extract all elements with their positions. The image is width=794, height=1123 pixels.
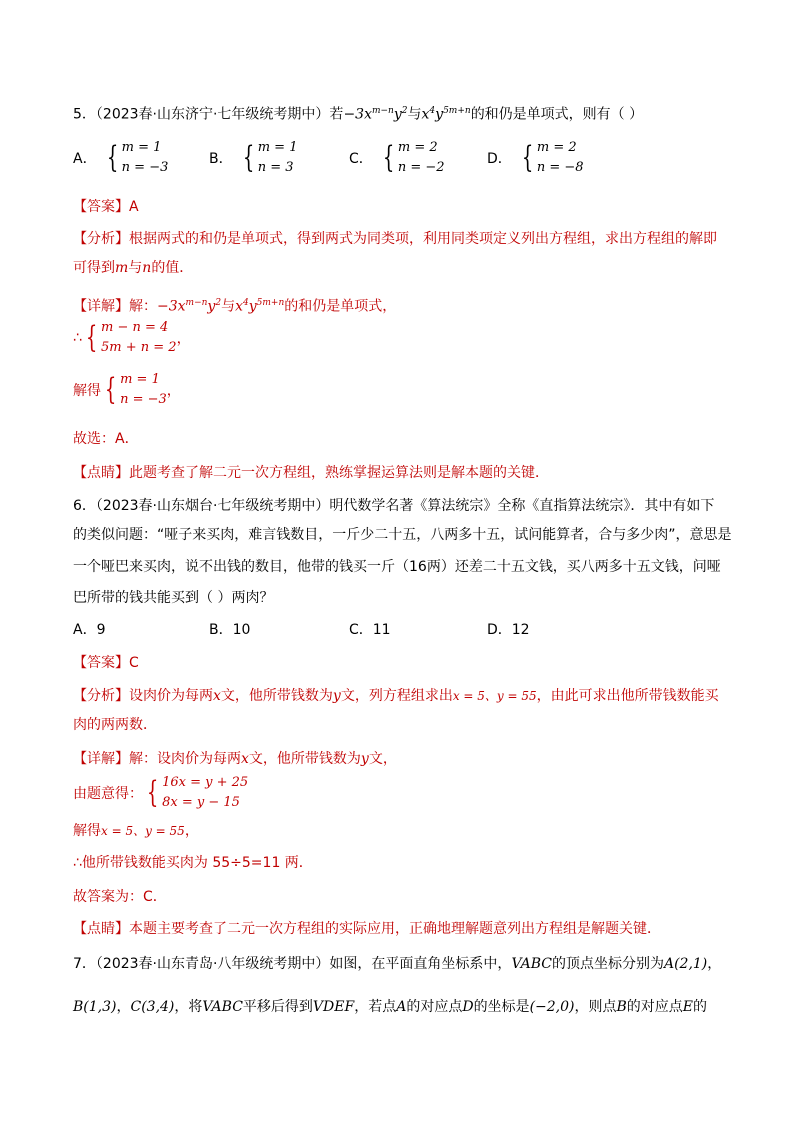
q7-stem-line2: B(1,3)，C(3,4)，将VABC平移后得到VDEF，若点A的对应点D的坐标是(−2,0)，则点B的对应点E的 — [73, 999, 708, 1015]
q6-option-b[interactable]: B．10 — [209, 622, 251, 638]
q5-analysis-line1: 【分析】根据两式的和仍是单项式，得到两式为同类项，利用同类项定义列出方程组，求出方程组的解即 — [73, 231, 717, 247]
q6-detail-line1: 【详解】解：设肉价为每两x文，他所带钱数为y文， — [73, 751, 397, 767]
brace-icon: { — [85, 320, 98, 355]
q6-option-c[interactable]: C．11 — [349, 622, 391, 638]
q5-answer: 【答案】A — [73, 199, 139, 215]
brace-icon: { — [382, 140, 395, 175]
q6-comment: 【点睛】本题主要考查了二元一次方程组的实际应用，正确地理解题意列出方程组是解题关键． — [73, 921, 661, 937]
q5-option-a[interactable]: A． { m = 1 n = −3 — [73, 138, 168, 178]
q6-analysis-line2: 肉的两两数． — [73, 717, 157, 733]
brace-icon: { — [521, 140, 534, 175]
q6-stem-line4: 巴所带的钱共能买到（ ）两肉？ — [73, 590, 274, 606]
q6-stem-line3: 一个哑巴来买肉，说不出钱的数目，他带的钱买一斤（16两）还差二十五文钱，买八两多十五文钱，问哑 — [73, 559, 721, 575]
brace-icon: { — [242, 140, 254, 175]
q6-system: 由题意得： { 16x = y + 25 8x = y − 15 — [73, 773, 248, 813]
q5-choose: 故选：A． — [73, 431, 139, 447]
q5-option-c[interactable]: C． { m = 2 n = −2 — [349, 138, 445, 178]
q5-detail-line1: 【详解】解：$-3x^{m-n}y^2$与$x^4y^{5m+n}$的和仍是单项式， — [73, 298, 397, 315]
q7-stem-line1: 7．（2023春·山东青岛·八年级统考期中）如图，在平面直角坐标系中，VABC的顶点坐标分别为A(2,1)， — [73, 956, 722, 972]
q5-comment: 【点睛】此题考查了解二元一次方程组，熟练掌握运算法则是解本题的关键． — [73, 465, 549, 481]
q6-stem-line1: 6．（2023春·山东烟台·七年级统考期中）明代数学名著《算法统宗》全称《直指算法统宗》．其中有如下 — [73, 498, 715, 514]
q6-analysis-line1: 【分析】设肉价为每两x文，他所带钱数为y文，列方程组求出x = 5、y = 55，由此可求出他所带钱数能买 — [73, 688, 719, 704]
q5-option-b[interactable]: B． { m = 1 n = 3 — [209, 138, 297, 178]
q5-stem: 5．（2023春·山东济宁·七年级统考期中）若$-3x^{m-n}y^2$与$x^4y^{5m+n}$的和仍是单项式，则有（ ） — [73, 106, 644, 123]
brace-icon: { — [146, 775, 159, 810]
q6-solve: 解得x = 5、y = 55， — [73, 823, 199, 839]
brace-icon: { — [104, 372, 117, 407]
q5-system-1: ∴ { m − n = 4 5m + n = 2 ， — [73, 318, 191, 358]
q5-analysis-line2: 可得到m与n的值． — [73, 260, 194, 276]
q5-option-d[interactable]: D． { m = 2 n = −8 — [487, 138, 584, 178]
brace-icon: { — [106, 140, 118, 175]
q6-option-a[interactable]: A．9 — [73, 622, 106, 638]
q6-choose: 故答案为：C． — [73, 889, 167, 905]
q6-answer: 【答案】C — [73, 655, 139, 671]
q6-conclusion: ∴他所带钱数能买肉为 55÷5=11 两． — [73, 855, 313, 871]
q5-system-2: 解得 { m = 1 n = −3 ， — [73, 370, 181, 410]
q6-option-d[interactable]: D．12 — [487, 622, 530, 638]
q6-stem-line2: 的类似问题：“哑子来买肉，难言钱数目，一斤少二十五，八两多十五，试问能算者，合与多少肉”，意思是 — [73, 527, 732, 543]
